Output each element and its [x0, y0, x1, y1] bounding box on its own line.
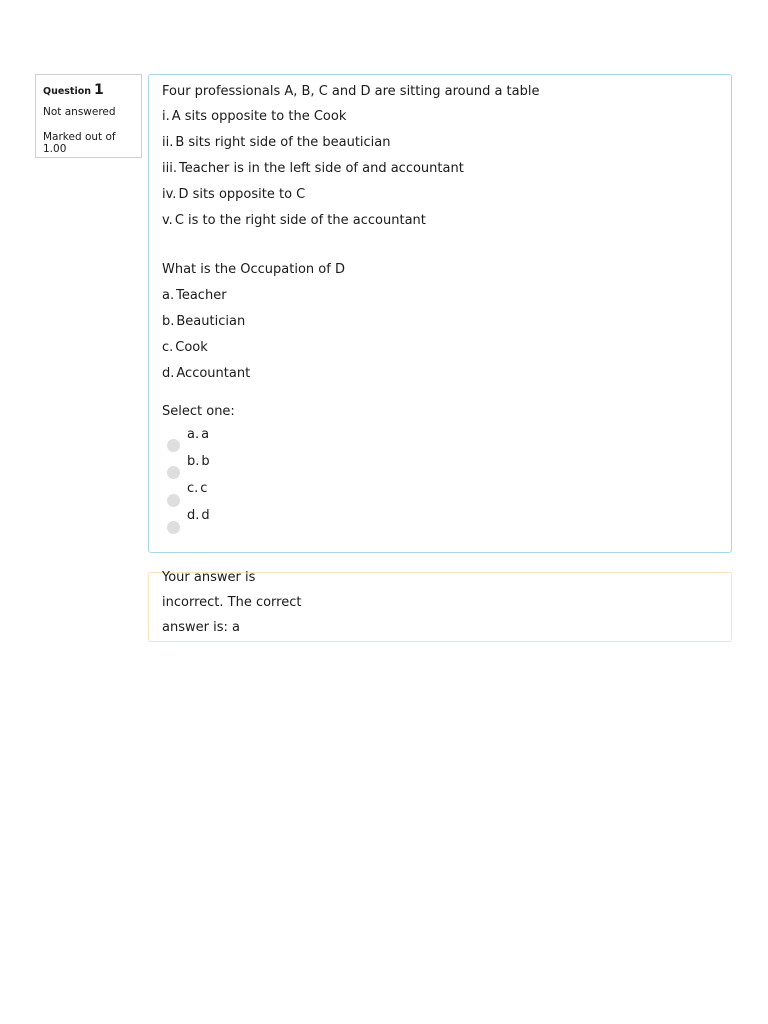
statement-prefix: v. [162, 213, 173, 228]
statement-text: D sits opposite to C [178, 187, 306, 202]
option-d-radio[interactable] [167, 521, 180, 534]
statement-text: Teacher is in the left side of and accountant [178, 161, 464, 176]
select-one-prompt: Select one: [162, 404, 235, 419]
feedback-panel [148, 572, 732, 642]
option-prefix: c. [187, 481, 199, 496]
feedback-line: incorrect. The correct [162, 595, 302, 610]
option-b-label[interactable] [187, 454, 210, 470]
option-d-label[interactable] [187, 508, 210, 524]
choice-text: Cook [175, 340, 208, 355]
question-number-value: 1 [94, 82, 104, 98]
choice-item [162, 314, 245, 330]
question-number [43, 82, 135, 98]
option-text: b [201, 454, 210, 469]
question-info-panel [35, 74, 142, 158]
option-a-radio[interactable] [167, 439, 180, 452]
choice-item [162, 366, 250, 382]
question-label: Question [43, 86, 92, 97]
statement-item [162, 213, 426, 229]
question-grade: Marked out of 1.00 [43, 131, 116, 155]
statement-prefix: i. [162, 109, 170, 124]
statement-text: C is to the right side of the accountant [174, 213, 426, 228]
choice-prefix: d. [162, 366, 175, 381]
option-text: d [201, 508, 210, 523]
option-c-radio[interactable] [167, 494, 180, 507]
choice-prefix: a. [162, 288, 175, 303]
option-c-label[interactable] [187, 481, 207, 497]
question-intro: Four professionals A, B, C and D are sitting around a table [162, 84, 540, 99]
option-text: c [200, 481, 208, 496]
choice-text: Accountant [176, 366, 251, 381]
option-a-label[interactable] [187, 427, 209, 443]
statement-prefix: iii. [162, 161, 177, 176]
choice-text: Teacher [176, 288, 227, 303]
statement-text: B sits right side of the beautician [175, 135, 391, 150]
statement-item [162, 135, 391, 151]
question-content-panel [148, 74, 732, 553]
statement-text: A sits opposite to the Cook [171, 109, 347, 124]
question-prompt: What is the Occupation of D [162, 262, 345, 277]
statement-prefix: ii. [162, 135, 174, 150]
option-prefix: d. [187, 508, 200, 523]
statement-item [162, 187, 305, 203]
choice-prefix: b. [162, 314, 175, 329]
statement-prefix: iv. [162, 187, 177, 202]
choice-text: Beautician [176, 314, 246, 329]
statement-item [162, 109, 346, 125]
feedback-line: answer is: a [162, 620, 240, 635]
choice-item [162, 288, 227, 304]
choice-item [162, 340, 208, 356]
choice-prefix: c. [162, 340, 174, 355]
option-prefix: b. [187, 454, 200, 469]
question-state: Not answered [43, 106, 116, 118]
option-text: a [201, 427, 210, 442]
option-b-radio[interactable] [167, 466, 180, 479]
feedback-line: Your answer is [162, 570, 256, 585]
statement-item [162, 161, 464, 177]
option-prefix: a. [187, 427, 200, 442]
